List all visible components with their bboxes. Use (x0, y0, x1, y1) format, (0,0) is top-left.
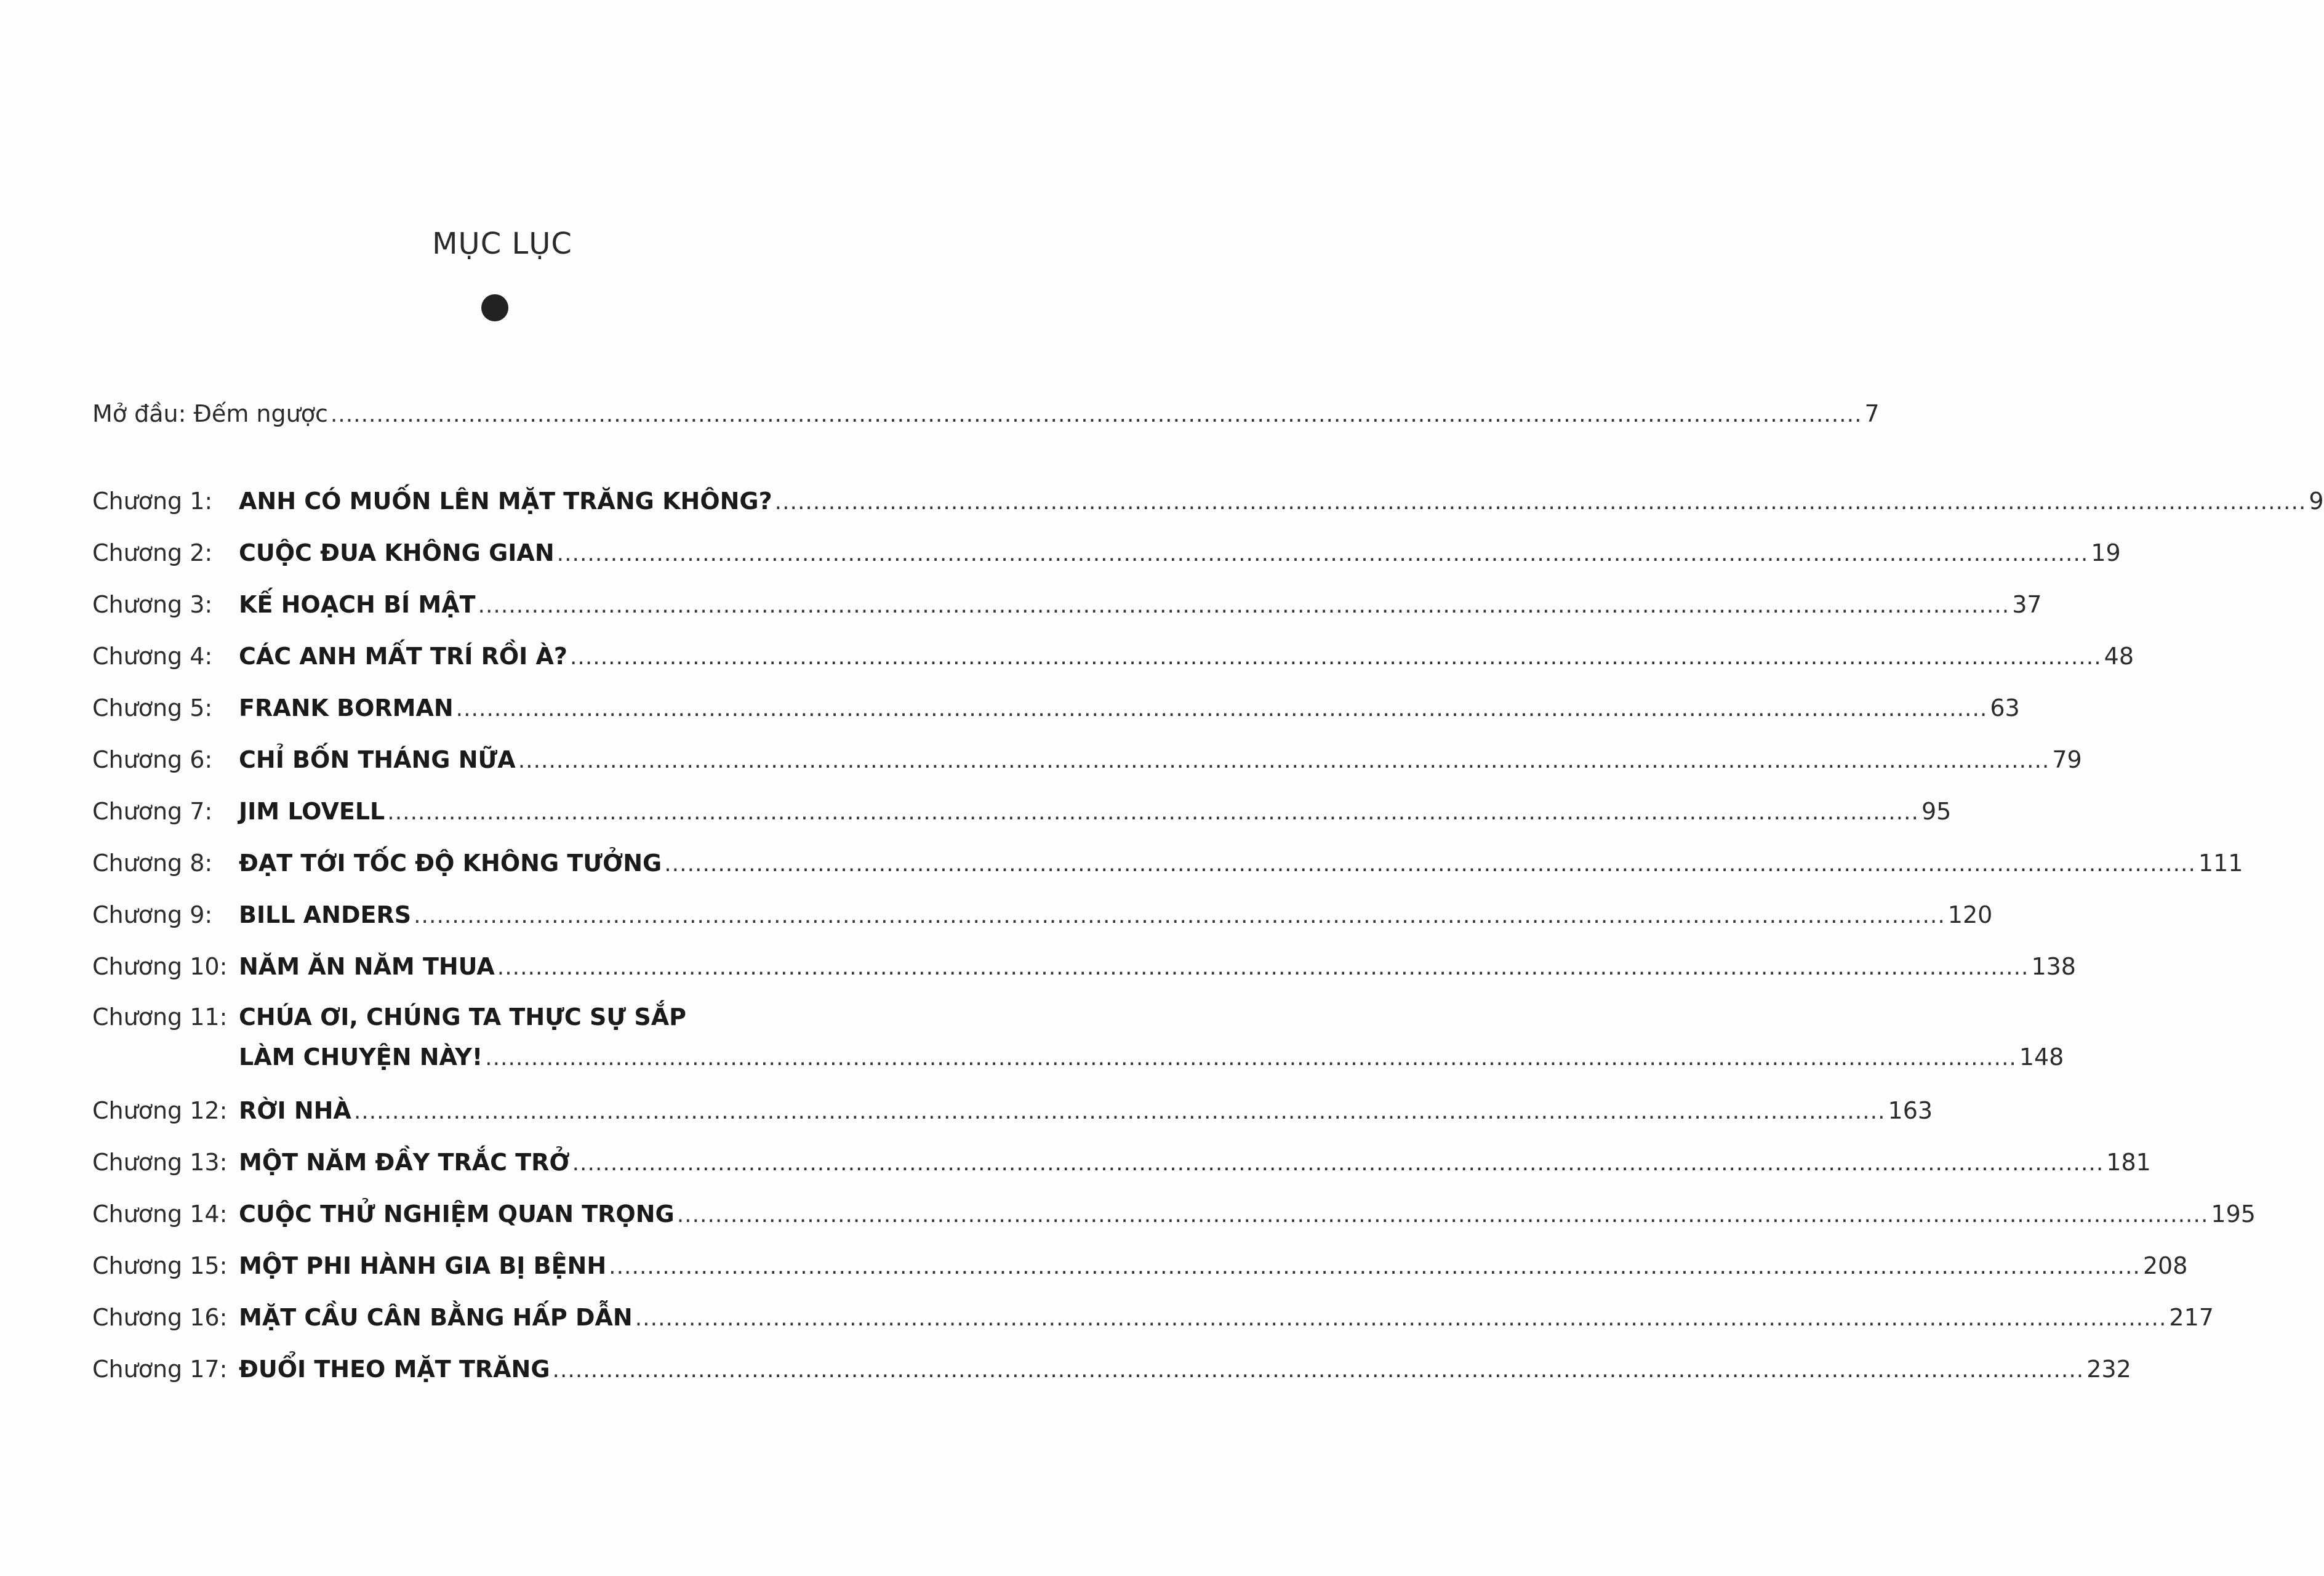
chapter-label: Chương 7: (92, 798, 213, 825)
chapter-title: JIM LOVELL (239, 798, 385, 825)
chapter-page-number: 138 (2031, 953, 2076, 980)
chapter-title: CHỈ BỐN THÁNG NỮA (239, 746, 516, 773)
chapter-page-number: 95 (1921, 798, 1952, 825)
chapter-label: Chương 6: (92, 746, 213, 773)
chapter-title: CUỘC ĐUA KHÔNG GIAN (239, 539, 555, 566)
chapter-title: ĐẠT TỚI TỐC ĐỘ KHÔNG TƯỞNG (239, 850, 662, 877)
chapter-title: ANH CÓ MUỐN LÊN MẶT TRĂNG KHÔNG? (239, 488, 772, 515)
chapter-title: RỜI NHÀ (239, 1097, 351, 1124)
toc-intro-entry (92, 388, 1880, 440)
chapter-page-number: 148 (2019, 1043, 2064, 1071)
toc-entry-chapter-17 (92, 1343, 2131, 1395)
chapter-page-number: 195 (2211, 1200, 2256, 1228)
dot-leader: ........................................................................................................................................................................................................ (635, 1306, 2167, 1331)
intro-page-number: 7 (1864, 400, 1880, 427)
chapter-title: MỘT NĂM ĐẦY TRẮC TRỞ (239, 1149, 570, 1176)
chapter-page-number: 9 (2309, 488, 2324, 515)
dot-leader: ........................................................................................................................................................................................................ (552, 1357, 2085, 1383)
toc-entry-chapter-3 (92, 579, 2042, 630)
dot-leader: ........................................................................................................................................................................................................ (497, 955, 2029, 980)
chapter-label: Chương 9: (92, 901, 213, 928)
toc-title: MỤC LỤC (432, 227, 572, 261)
toc-entry-chapter-2 (92, 527, 2121, 579)
chapter-label: Chương 2: (92, 539, 213, 566)
chapter-label: Chương 15: (92, 1252, 228, 1279)
chapter-title: CÁC ANH MẤT TRÍ RỒI À? (239, 643, 567, 670)
dot-leader: ........................................................................................................................................................................................................ (478, 593, 2010, 618)
chapter-page-number: 232 (2086, 1356, 2131, 1383)
chapter-page-number: 63 (1990, 694, 2020, 722)
chapter-label: Chương 17: (92, 1356, 228, 1383)
dot-leader: ........................................................................................................................................................................................................ (569, 645, 2102, 670)
chapter-page-number: 163 (1888, 1097, 1933, 1124)
toc-entry-chapter-8 (92, 837, 2243, 889)
chapter-page-number: 181 (2106, 1149, 2151, 1176)
chapter-title: ĐUỔI THEO MẶT TRĂNG (239, 1356, 550, 1383)
dot-leader: ........................................................................................................................................................................................................ (664, 851, 2196, 877)
dot-leader: ........................................................................................................................................................................................................ (556, 541, 2089, 566)
dot-leader: ........................................................................................................................................................................................................ (455, 696, 1988, 722)
chapter-title: FRANK BORMAN (239, 694, 454, 722)
toc-entry-chapter-7 (92, 786, 1952, 837)
dot-leader: ........................................................................................................................................................................................................ (485, 1045, 2017, 1071)
toc-entry-chapter-9 (92, 889, 1993, 941)
chapter-label: Chương 3: (92, 591, 213, 618)
toc-entry-chapter-16 (92, 1292, 2214, 1343)
toc-entry-chapter-15 (92, 1240, 2188, 1292)
chapter-page-number: 217 (2169, 1304, 2214, 1331)
ornament-dot-icon (481, 294, 508, 321)
chapter-page-number: 79 (2052, 746, 2082, 773)
chapter-page-number: 48 (2104, 643, 2134, 670)
chapter-label: Chương 14: (92, 1200, 228, 1228)
chapter-label: Chương 1: (92, 488, 213, 515)
dot-leader: ........................................................................................................................................................................................................ (414, 903, 1945, 928)
toc-entry-chapter-12 (92, 1085, 1933, 1136)
chapter-label: Chương 12: (92, 1097, 228, 1124)
dot-leader: ........................................................................................................................................................................................................ (676, 1202, 2209, 1228)
dot-leader: ........................................................................................................................................................................................................ (330, 402, 1862, 427)
chapter-title: MẶT CẦU CÂN BẰNG HẤP DẪN (239, 1304, 633, 1331)
toc-entry-chapter-14 (92, 1188, 2256, 1240)
toc-entry-chapter-6 (92, 734, 2082, 786)
chapter-label: Chương 11: (92, 1003, 228, 1031)
chapter-label: Chương 16: (92, 1304, 228, 1331)
toc-entry-chapter-13 (92, 1136, 2151, 1188)
chapter-page-number: 111 (2198, 850, 2243, 877)
chapter-label: Chương 4: (92, 643, 213, 670)
chapter-label: Chương 13: (92, 1149, 228, 1176)
dot-leader: ........................................................................................................................................................................................................ (774, 489, 2307, 515)
chapter-page-number: 120 (1947, 901, 1993, 928)
chapter-title: BILL ANDERS (239, 901, 412, 928)
toc-entry-chapter-11 (92, 999, 2064, 1079)
dot-leader: ........................................................................................................................................................................................................ (609, 1254, 2141, 1279)
chapter-page-number: 19 (2091, 539, 2121, 566)
chapter-label: Chương 8: (92, 850, 213, 877)
chapter-label: Chương 5: (92, 694, 213, 722)
toc-entry-chapter-1 (92, 475, 2324, 527)
chapter-title: NĂM ĂN NĂM THUA (239, 953, 495, 980)
toc-entry-chapter-10 (92, 941, 2076, 992)
chapter-title: CHÚA ƠI, CHÚNG TA THỰC SỰ SẮP (239, 1003, 686, 1031)
dot-leader: ........................................................................................................................................................................................................ (387, 800, 1919, 825)
dot-leader: ........................................................................................................................................................................................................ (518, 748, 2050, 773)
chapter-title: CUỘC THỬ NGHIỆM QUAN TRỌNG (239, 1200, 675, 1228)
chapter-page-number: 208 (2142, 1252, 2188, 1279)
chapter-page-number: 37 (2012, 591, 2042, 618)
intro-text: Mở đầu: Đếm ngược (92, 400, 328, 427)
toc-entry-chapter-5 (92, 682, 2020, 734)
chapter-label: Chương 10: (92, 953, 228, 980)
chapter-title: MỘT PHI HÀNH GIA BỊ BỆNH (239, 1252, 607, 1279)
dot-leader: ........................................................................................................................................................................................................ (353, 1099, 1886, 1124)
chapter-title-continued: LÀM CHUYỆN NÀY! (239, 1043, 483, 1071)
toc-entry-chapter-4 (92, 630, 2134, 682)
dot-leader: ........................................................................................................................................................................................................ (572, 1151, 2104, 1176)
chapter-title: KẾ HOẠCH BÍ MẬT (239, 591, 476, 618)
